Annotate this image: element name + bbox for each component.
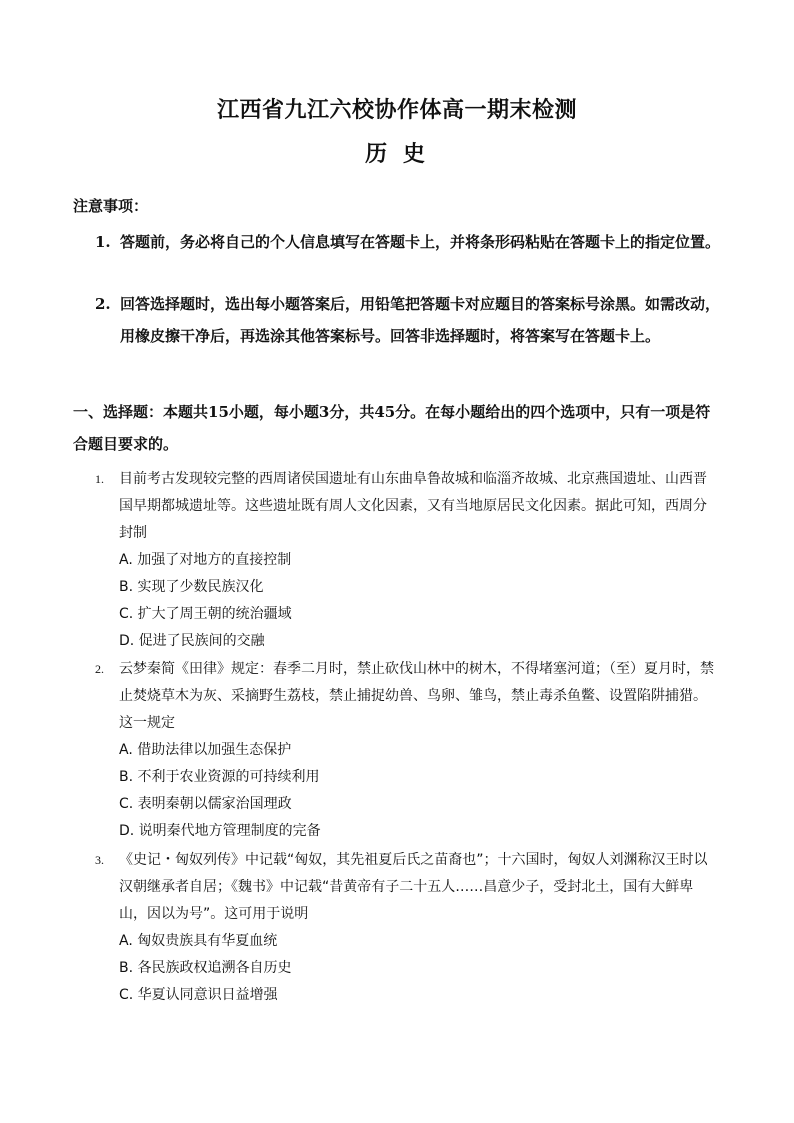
- note-number: 2.: [95, 295, 111, 313]
- note-item: [95, 226, 725, 258]
- note-item: [95, 288, 725, 352]
- option-c: C. 华夏认同意识日益增强: [119, 987, 278, 1003]
- question-item: [95, 466, 720, 655]
- question-number: 3.: [95, 853, 104, 867]
- option-b: B. 各民族政权追溯各自历史: [119, 960, 292, 976]
- option-d: D. 促进了民族间的交融: [119, 633, 265, 649]
- exam-subject: 历 史: [365, 141, 429, 167]
- option-d: D. 说明秦代地方管理制度的完备: [119, 823, 321, 839]
- notes-heading: 注意事项：: [73, 197, 149, 215]
- question-stem: 《史记・匈奴列传》中记载“匈奴，其先祖夏后氏之苗裔也”；十六国时，匈奴人刘渊称汉王时以汉朝继承者自居；《魏书》中记载“昔黄帝有子二十五人……昌意少子，受封北土，国有大鲜卑山，因以为号”。这可用于说明: [119, 852, 708, 922]
- section-heading: 一、选择题：本题共15小题，每小题3分，共45分。在每小题给出的四个选项中，只有一项是符合题目要求的。: [73, 403, 711, 453]
- question-stem: 云梦秦简《田律》规定：春季二月时，禁止砍伐山林中的树木，不得堵塞河道；（至）夏月时，禁止焚烧草木为灰、采摘野生荔枝，禁止捕捉幼兽、鸟卵、雏鸟，禁止毒杀鱼鳖、设置陷阱捕猎。这一规定: [119, 661, 714, 731]
- option-c: C. 表明秦朝以儒家治国理政: [119, 796, 292, 812]
- exam-title: 江西省九江六校协作体高一期末检测: [216, 97, 577, 123]
- option-c: C. 扩大了周王朝的统治疆域: [119, 606, 292, 622]
- note-number: 1.: [95, 233, 111, 251]
- question-number: 1.: [95, 472, 104, 486]
- note-text: 回答选择题时，选出每小题答案后，用铅笔把答题卡对应题目的答案标号涂黑。如需改动，用橡皮擦干净后，再选涂其他答案标号。回答非选择题时，将答案写在答题卡上。: [120, 295, 721, 345]
- question-item: [95, 847, 720, 1009]
- question-item: [95, 656, 720, 845]
- option-a: A. 加强了对地方的直接控制: [119, 552, 292, 568]
- option-b: B. 不利于农业资源的可持续利用: [119, 769, 320, 785]
- note-text: 答题前，务必将自己的个人信息填写在答题卡上，并将条形码粘贴在答题卡上的指定位置。: [120, 233, 721, 251]
- option-a: A. 匈奴贵族具有华夏血统: [119, 933, 278, 949]
- option-b: B. 实现了少数民族汉化: [119, 579, 264, 595]
- option-a: A. 借助法律以加强生态保护: [119, 742, 292, 758]
- question-stem: 目前考古发现较完整的西周诸侯国遗址有山东曲阜鲁故城和临淄齐故城、北京燕国遗址、山西晋国早期都城遗址等。这些遗址既有周人文化因素，又有当地原居民文化因素。据此可知，西周分封制: [119, 471, 707, 541]
- question-number: 2.: [95, 662, 104, 676]
